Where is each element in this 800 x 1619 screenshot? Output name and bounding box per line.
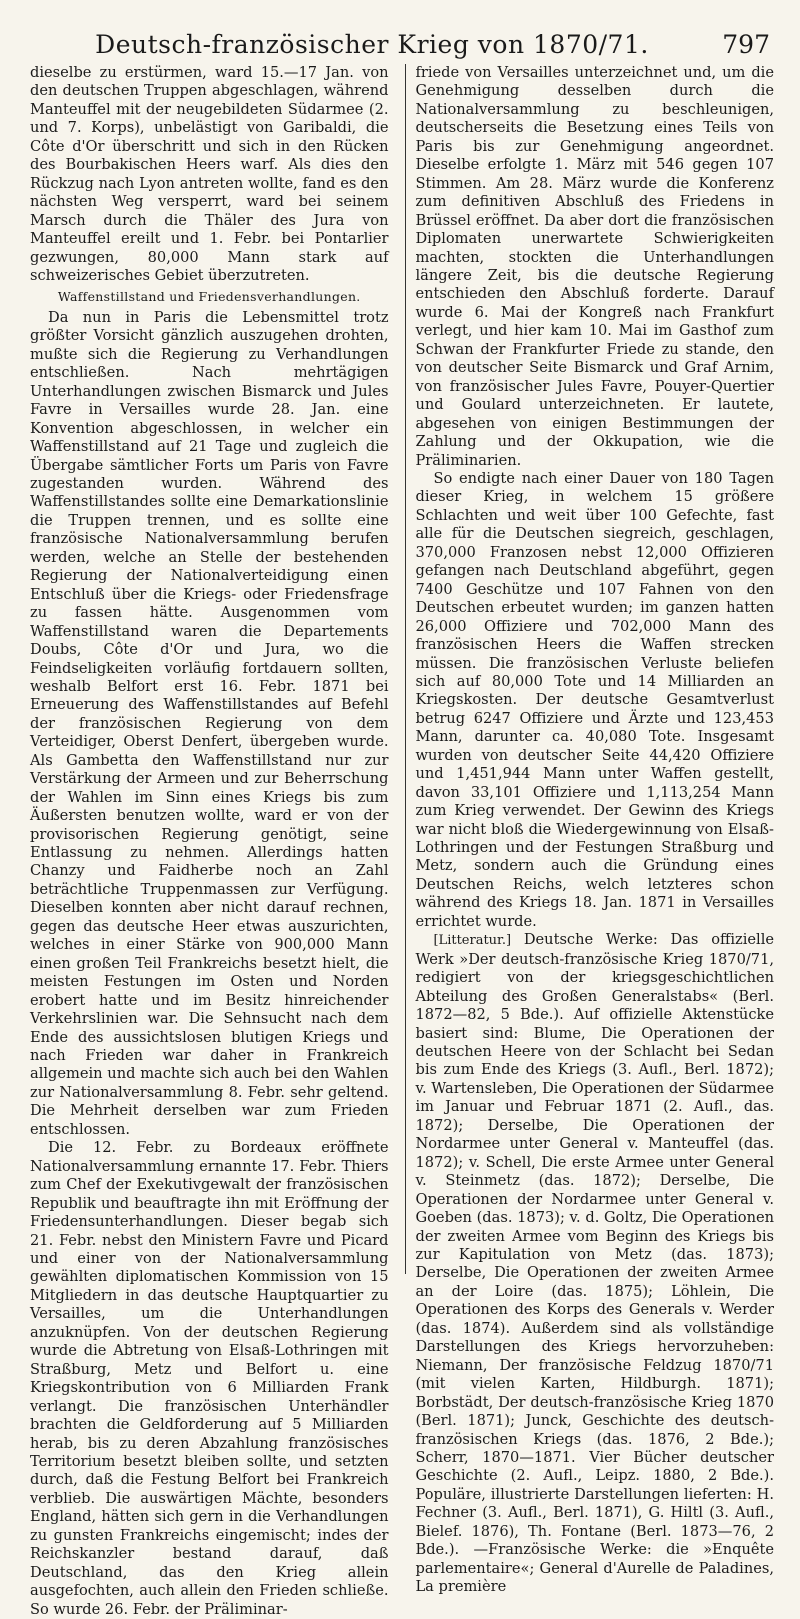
- literature-text: Deutsche Werke: Das offizielle Werk »Der deutsch-französische Krieg 1870/71, redigiert von der kriegsgeschichtlichen Abteilung des Großen Generalstabs« (Berl. 1872—82, 5 Bde.). Auf offizielle Aktenstücke basiert sind: Blume, Die Operationen der deutschen Heere von der Schlacht bei Sedan bis zum Ende des Kriegs (3. Aufl., Berl. 1872); v. Wartensleben, Die Operationen der Südarmee im Januar und Februar 1871 (2. Aufl., das. 1872); Derselbe, Die Operationen der Nordarmee unter General v. Manteuffel (das. 1872); v. Schell, Die erste Armee unter General v. Steinmetz (das. 1872); Derselbe, Die Operationen der Nordarmee unter General v. Goeben (das. 1873); v. d. Goltz, Die Operationen der zweiten Armee vom Beginn des Kriegs bis zur Kapitulation von Metz (das. 1873); Derselbe, Die Operationen der zweiten Armee an der Loire (das. 1875); Löhlein, Die Operationen des Korps des Generals v. Werder (das. 1874). Außerdem sind als vollständige Darstellungen des Kriegs hervorzuheben: Niemann, Der französische Feldzug 1870/71 (mit vielen Karten, Hildburgh. 1871); Borbstädt, Der deutsch-französische Krieg 1870 (Berl. 1871); Junck, Geschichte des deutsch-französischen Kriegs (das. 1876, 2 Bde.); Scherr, 1870—1871. Vier Bücher deutscher Geschichte (2. Aufl., Leipz. 1880, 2 Bde.). Populäre, illustrierte Darstellungen lieferten: H. Fechner (3. Aufl., Berl. 1871), G. Hiltl (3. Aufl., Bielef. 1876), Th. Fontane (Berl. 1873—76, 2 Bde.). —Französische Werke: die »Enquête parlementaire«; General d'Aurelle de Paladines, La première: [415, 931, 774, 1596]
- paragraph: Die 12. Febr. zu Bordeaux eröffnete Nationalversammlung ernannte 17. Febr. Thiers zum Chef der Exekutivgewalt der französischen Republik und beauftragte ihn mit Eröffnung der Friedensunterhandlungen. Dieser begab sich 21. Febr. nebst den Ministern Favre und Picard und einer von der Nationalversammlung gewählten diplomatischen Kommission von 15 Mitgliedern in das deutsche Hauptquartier zu Versailles, um die Unterhandlungen anzuknüpfen. Von der deutschen Regierung wurde die Abtretung von Elsaß-Lothringen mit Straßburg, Metz und Belfort u. eine Kriegskontribution von 6 Milliarden Frank verlangt. Die französischen Unterhändler brachten die Geldforderung auf 5 Milliarden herab, bis zu deren Abzahlung französisches Territorium besetzt bleiben sollte, und setzten durch, daß die Festung Belfort bei Frankreich verblieb. Die auswärtigen Mächte, besonders England, hätten sich gern in die Verhandlungen zu gunsten Frankreichs eingemischt; indes der Reichskanzler bestand darauf, daß Deutschland, das den Krieg allein ausgefochten, auch allein den Frieden schließe. So wurde 26. Febr. der Präliminar-: [30, 1139, 389, 1618]
- paragraph: Da nun in Paris die Lebensmittel trotz größter Vorsicht gänzlich auszugehen drohten, mußte sich die Regierung zu Verhandlungen entschließen. Nach mehrtägigen Unterhandlungen zwischen Bismarck und Jules Favre in Versailles wurde 28. Jan. eine Konvention abgeschlossen, in welcher ein Waffenstillstand auf 21 Tage und zugleich die Übergabe sämtlicher Forts um Paris von Favre zugestanden wurden. Während des Waffenstillstandes sollte eine Demarkationslinie die Truppen trennen, und es sollte eine französische Nationalversammlung berufen werden, welche an Stelle der bestehenden Regierung der Nationalverteidigung einen Entschluß über die Kriegs- oder Friedensfrage zu fassen hätte. Ausgenommen vom Waffenstillstand waren die Departements Doubs, Côte d'Or und Jura, wo die Feindseligkeiten vorläufig fortdauern sollten, weshalb Belfort erst 16. Febr. 1871 bei Erneuerung des Waffenstillstandes auf Befehl der französischen Regierung von dem Verteidiger, Oberst Denfert, übergeben wurde. Als Gambetta den Waffenstillstand nur zur Verstärkung der Armeen und zur Beherrschung der Wahlen im Sinn eines Kriegs bis zum Äußersten benutzen wollte, ward er von der provisorischen Regierung genötigt, seine Entlassung zu nehmen. Allerdings hatten Chanzy und Faidherbe noch an Zahl beträchtliche Truppenmassen zur Verfügung. Dieselben konnten aber nicht darauf rechnen, gegen das deutsche Heer etwas auszurichten, welches in einer Stärke von 900,000 Mann einen großen Teil Frankreichs besetzt hielt, die meisten Festungen im Osten und Norden erobert hatte und im Besitz hinreichender Verkehrslinien war. Die Sehnsucht nach dem Ende des aussichtslosen blutigen Kriegs und nach Frieden war daher in Frankreich allgemein und machte sich auch bei den Wahlen zur Nationalversammlung 8. Febr. sehr geltend. Die Mehrheit derselben war zum Frieden entschlossen.: [30, 308, 389, 1138]
- column-divider: [405, 64, 406, 1274]
- left-column: [30, 64, 397, 1619]
- literature-label: [Litteratur.]: [433, 933, 512, 949]
- literature-paragraph: [415, 931, 774, 1596]
- paragraph: dieselbe zu erstürmen, ward 15.—17 Jan. von den deutschen Truppen abgeschlagen, während Manteuffel mit der neugebildeten Südarmee (2. und 7. Korps), unbelästigt von Garibaldi, die Côte d'Or überschritt und sich in den Rücken des Bourbakischen Heers warf. Als dies den Rückzug nach Lyon antreten wollte, fand es den nächsten Weg versperrt, ward bei seinem Marsch durch die Thäler des Jura von Manteuffel ereilt und 1. Febr. bei Pontarlier gezwungen, 80,000 Mann stark auf schweizerisches Gebiet überzutreten.: [30, 64, 389, 284]
- page-number: 797: [722, 30, 770, 59]
- paragraph: friede von Versailles unterzeichnet und, um die Genehmigung desselben durch die Nationalversammlung zu beschleunigen, deutscherseits die Besetzung eines Teils von Paris bis zur Genehmigung angeordnet. Dieselbe erfolgte 1. März mit 546 gegen 107 Stimmen. Am 28. März wurde die Konferenz zum definitiven Abschluß des Friedens in Brüssel eröffnet. Da aber dort die französischen Diplomaten unerwartete Schwierigkeiten machten, stockten die Unterhandlungen längere Zeit, bis die deutsche Regierung entschieden den Abschluß forderte. Darauf wurde 6. Mai der Kongreß nach Frankfurt verlegt, und hier kam 10. Mai im Gasthof zum Schwan der Frankfurter Friede zu stande, den von deutscher Seite Bismarck und Graf Arnim, von französischer Jules Favre, Pouyer-Quertier und Goulard unterzeichneten. Er lautete, abgesehen von einigen Bestimmungen der Zahlung und der Okkupation, wie die Präliminarien.: [415, 64, 774, 469]
- text-columns: [30, 64, 774, 1619]
- page-header: [30, 26, 774, 64]
- section-heading: Waffenstillstand und Friedensverhandlungen.: [57, 289, 361, 305]
- right-column: [413, 64, 774, 1619]
- paragraph: So endigte nach einer Dauer von 180 Tagen dieser Krieg, in welchem 15 größere Schlachten und weit über 100 Gefechte, fast alle für die Deutschen siegreich, geschlagen, 370,000 Franzosen nebst 12,000 Offizieren gefangen nach Deutschland abgeführt, gegen 7400 Geschütze und 107 Fahnen von den Deutschen erbeutet wurden; im ganzen hatten 26,000 Offiziere und 702,000 Mann des französischen Heers die Waffen strecken müssen. Die französischen Verluste beliefen sich auf 80,000 Tote und 14 Milliarden an Kriegskosten. Der deutsche Gesamtverlust betrug 6247 Offiziere und Ärzte und 123,453 Mann, darunter ca. 40,080 Tote. Insgesamt wurden von deutscher Seite 44,420 Offiziere und 1,451,944 Mann unter Waffen gestellt, davon 33,101 Offiziere und 1,113,254 Mann zum Krieg verwendet. Der Gewinn des Kriegs war nicht bloß die Wiedergewinnung von Elsaß-Lothringen und der Festungen Straßburg und Metz, sondern auch die Gründung eines Deutschen Reichs, welch letzteres schon während des Kriegs 18. Jan. 1871 in Versailles errichtet wurde.: [415, 469, 774, 930]
- running-title: Deutsch-französischer Krieg von 1870/71.: [95, 30, 649, 59]
